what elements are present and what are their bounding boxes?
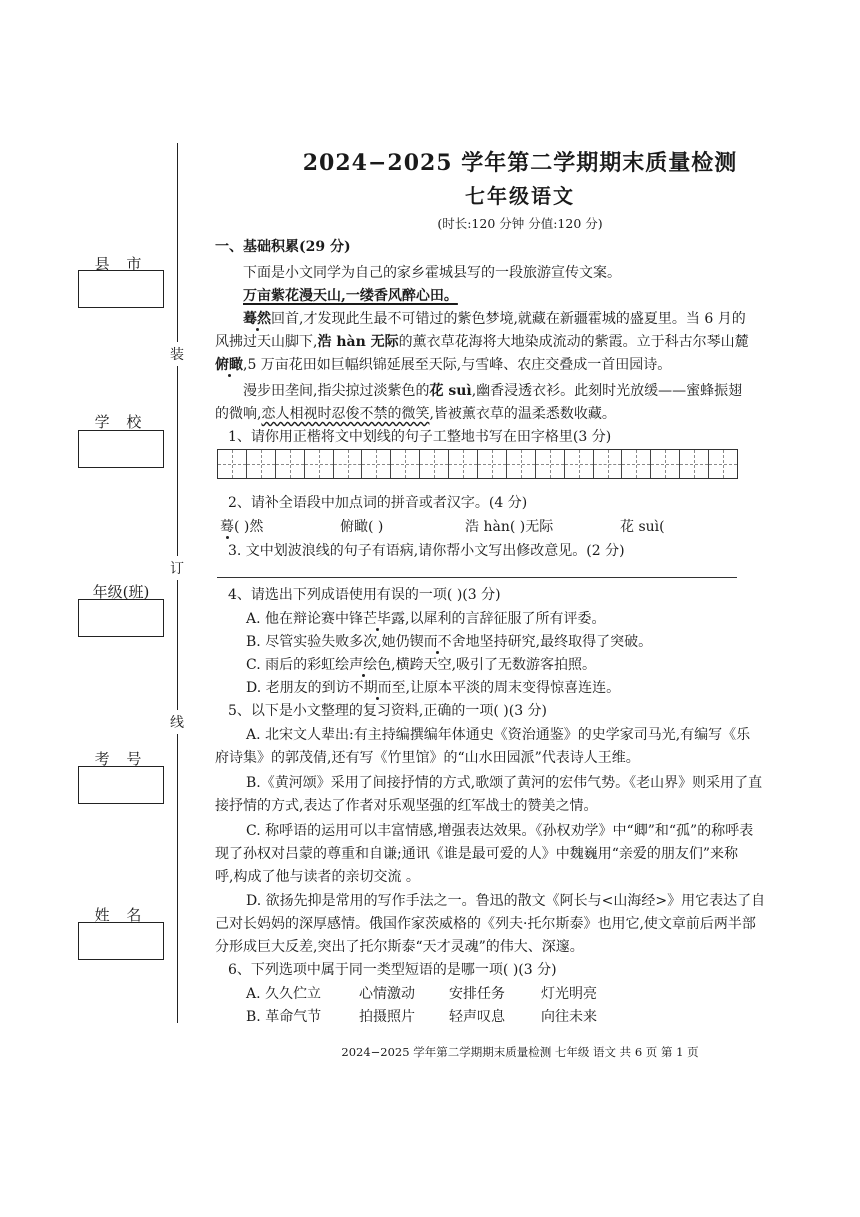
q6-option-b-p4: 向往未来 <box>541 1009 597 1025</box>
passage-line-3: 俯瞰,5 万亩花田如巨幅织锦延展至天际,与雪峰、农庄交叠成一首田园诗。 <box>215 357 672 373</box>
q4-option-a[interactable]: A. 他在辩论赛中锋芒毕露,以犀利的言辞征服了所有评委。 <box>246 611 606 627</box>
dotted-word-haohan: 浩 hàn 无际 <box>317 334 399 350</box>
q3-answer-line[interactable] <box>217 577 737 578</box>
field-label-county: 县 市 <box>94 255 148 273</box>
passage-line-2: 风拂过天山脚下,浩 hàn 无际的薰衣草花海将大地染成流动的紫霞。立于科古尔琴山麓 <box>215 334 749 350</box>
field-label-class: 年级(班) <box>92 583 150 601</box>
q5-option-c-line3: 呼,构成了他与读者的亲切交流 。 <box>215 869 420 885</box>
name-input-box[interactable] <box>78 922 164 960</box>
exam-title: 2024−2025 学年第二学期期末质量检测 <box>302 150 738 176</box>
q4-option-c[interactable]: C. 雨后的彩虹绘声绘色,横跨天空,吸引了无数游客拍照。 <box>246 657 597 673</box>
exam-meta: (时长:120 分钟 分值:120 分) <box>437 216 603 231</box>
q5-option-b-line2: 接抒情的方式,表达了作者对乐观坚强的红军战士的赞美之情。 <box>215 798 598 814</box>
q6-option-b-p3: 轻声叹息 <box>449 1009 505 1025</box>
q5-option-d-line1[interactable]: D. 欲扬先抑是常用的写作手法之一。鲁迅的散文《阿长与<山海经>》用它表达了自 <box>246 893 766 909</box>
exam-number-input-box[interactable] <box>78 766 164 804</box>
q6-option-a-p1[interactable]: A. 久久伫立 <box>246 986 322 1002</box>
exam-subject: 七年级语文 <box>465 184 575 208</box>
intro-text: 下面是小文同学为自己的家乡霍城县写的一段旅游宣传文案。 <box>243 265 621 281</box>
school-input-box[interactable] <box>78 430 164 468</box>
dotted-word-momran: 蓦然 <box>243 311 271 327</box>
field-label-school: 学 校 <box>94 413 148 431</box>
q5-option-c-line2: 现了孙权对吕蒙的尊重和自谦;通讯《谁是最可爱的人》中魏巍用“亲爱的朋友们”来称 <box>215 846 739 862</box>
seal-char-xian: 线 <box>170 710 184 734</box>
dotted-word-huasui: 花 suì <box>429 383 472 399</box>
q5-option-d-line3: 分形成巨大反差,突出了托尔斯泰“天才灵魂”的伟大、深邃。 <box>215 939 584 955</box>
wavy-sentence: 恋人相视时忍俊不禁的微笑 <box>261 406 430 422</box>
seal-char-ding: 订 <box>170 556 184 580</box>
passage-line-1: 蓦然回首,才发现此生最不可错过的紫色梦境,就藏在新疆霍城的盛夏里。当 6 月的 <box>243 311 746 327</box>
q6-option-a-p2: 心情激动 <box>359 986 415 1002</box>
q6-option-a-p3: 安排任务 <box>449 986 505 1002</box>
class-input-box[interactable] <box>78 599 164 637</box>
field-label-exam-number: 考 号 <box>94 750 148 768</box>
question-1: 1、请你用正楷将文中划线的句子工整地书写在田字格里(3 分) <box>228 429 612 445</box>
passage-line-5: 的微响,恋人相视时忍俊不禁的微笑,皆被薰衣草的温柔悉数收藏。 <box>215 406 616 422</box>
question-3: 3. 文中划波浪线的句子有语病,请你帮小文写出修改意见。(2 分) <box>228 543 625 559</box>
q6-option-b-p2: 拍摄照片 <box>359 1009 415 1025</box>
q6-option-b-p1[interactable]: B. 革命气节 <box>246 1009 322 1025</box>
q2-fill-c[interactable]: 浩 hàn( )无际 <box>465 519 554 535</box>
tianzige-grid[interactable] <box>217 449 738 479</box>
question-2: 2、请补全语段中加点词的拼音或者汉字。(4 分) <box>228 495 528 511</box>
binding-line <box>177 143 178 1023</box>
field-label-name: 姓 名 <box>94 906 148 924</box>
passage-line-4: 漫步田垄间,指尖掠过淡紫色的花 suì,幽香浸透衣衫。此刻时光放缓——蜜蜂振翅 <box>243 383 743 399</box>
q4-option-b[interactable]: B. 尽管实验失败多次,她仍锲而不舍地坚持研究,最终取得了突破。 <box>246 634 653 650</box>
q5-option-a-line2: 府诗集》的郭茂倩,还有写《竹里馆》的“山水田园派”代表诗人王维。 <box>215 750 640 766</box>
q2-fill-d[interactable]: 花 suì( <box>620 519 665 535</box>
question-5-stem: 5、以下是小文整理的复习资料,正确的一项( )(3 分) <box>228 703 548 719</box>
dotted-word-fukan: 俯瞰 <box>215 357 243 373</box>
q5-option-b-line1[interactable]: B.《黄河颂》采用了间接抒情的方式,歌颂了黄河的宏伟气势。《老山界》则采用了直 <box>246 775 763 791</box>
q5-option-d-line2: 己对长妈妈的深厚感情。俄国作家茨威格的《列夫·托尔斯泰》也用它,使文章前后两半部 <box>215 916 756 932</box>
seal-char-zhuang: 装 <box>170 342 184 366</box>
q5-option-c-line1[interactable]: C. 称呼语的运用可以丰富情感,增强表达效果。《孙权劝学》中“卿”和“孤”的称呼表 <box>246 823 754 839</box>
q4-option-d[interactable]: D. 老朋友的到访不期而至,让原本平淡的周末变得惊喜连连。 <box>246 680 621 696</box>
q5-option-a-line1[interactable]: A. 北宋文人辈出:有主持编撰编年体通史《资治通鉴》的史学家司马光,有编写《乐 <box>246 727 751 743</box>
q6-option-a-p4: 灯光明亮 <box>541 986 597 1002</box>
q2-fill-b[interactable]: 俯瞰( ) <box>340 519 384 535</box>
question-6-stem: 6、下列选项中属于同一类型短语的是哪一项( )(3 分) <box>228 962 557 978</box>
section-heading: 一、基础积累(29 分) <box>215 239 351 255</box>
slogan-text: 万亩紫花漫天山,一缕香风醉心田。 <box>243 288 458 304</box>
county-input-box[interactable] <box>78 270 164 308</box>
question-4-stem: 4、请选出下列成语使用有误的一项( )(3 分) <box>228 587 501 603</box>
q2-fill-a[interactable]: 蓦( )然 <box>220 519 264 535</box>
page-footer: 2024−2025 学年第二学期期末质量检测 七年级 语文 共 6 页 第 1 页 <box>341 1045 699 1059</box>
